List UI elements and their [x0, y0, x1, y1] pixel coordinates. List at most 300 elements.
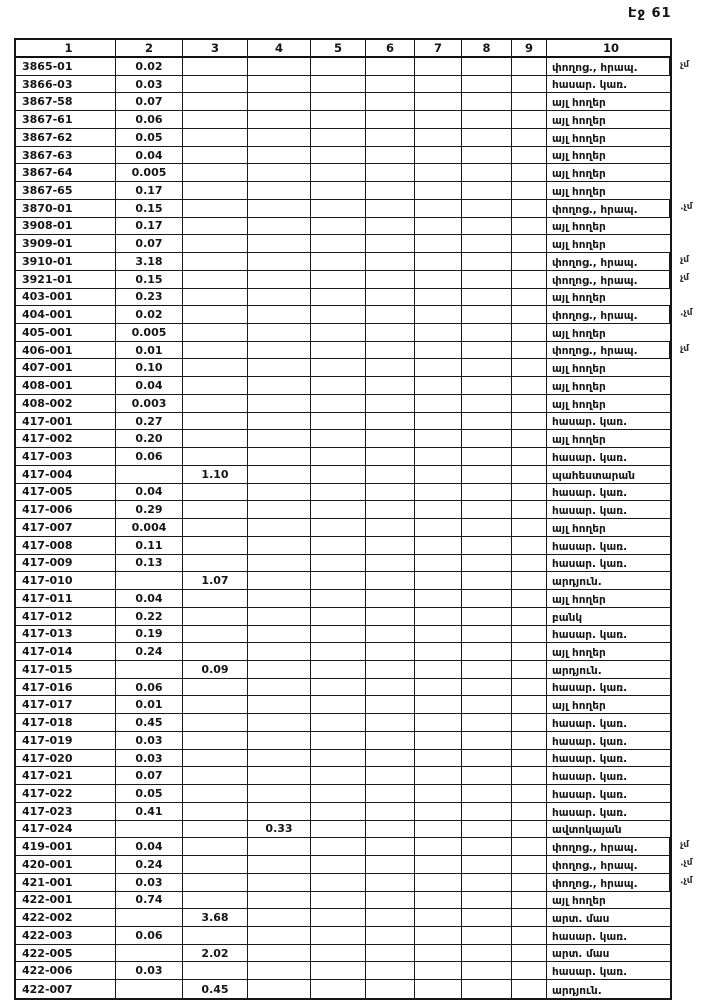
- area-value-cell: 0.41: [116, 803, 183, 821]
- area-value-cell: 0.24: [116, 856, 183, 874]
- col6-cell: [366, 395, 415, 413]
- table-row: [16, 696, 670, 714]
- land-use-cell: արդյուն.: [552, 984, 602, 997]
- col8-cell: [462, 430, 512, 448]
- row-id-cell: 3867-61: [16, 111, 116, 129]
- col4-value-cell: [248, 377, 311, 395]
- col7-cell: [415, 714, 462, 732]
- col3-value-cell: [183, 76, 248, 94]
- col4-value-cell: [248, 962, 311, 980]
- table-row: [16, 679, 670, 697]
- col5-cell: [311, 164, 366, 182]
- area-value-cell: 0.22: [116, 608, 183, 626]
- col5-cell: [311, 93, 366, 111]
- row-id-cell: 420-001: [16, 856, 116, 874]
- row-id-cell: 3921-01: [16, 271, 116, 289]
- col8-cell: [462, 519, 512, 537]
- col6-cell: [366, 962, 415, 980]
- land-use-cell: հասար. կառ.: [547, 750, 670, 768]
- col6-cell: [366, 58, 415, 76]
- col5-cell: [311, 679, 366, 697]
- col5-cell: [311, 572, 366, 590]
- col6-cell: [366, 430, 415, 448]
- col5-cell: [311, 466, 366, 484]
- col3-value-cell: [183, 58, 248, 76]
- table-row: [16, 484, 670, 502]
- row-id-cell: 417-023: [16, 803, 116, 821]
- area-value-cell: 0.19: [116, 626, 183, 644]
- row-id-cell: 3867-62: [16, 129, 116, 147]
- row-id-cell: 417-017: [16, 696, 116, 714]
- area-value-cell: 0.06: [116, 111, 183, 129]
- col9-cell: [512, 838, 547, 856]
- col6-cell: [366, 555, 415, 573]
- land-use-cell: պահեստարան: [547, 466, 670, 484]
- col8-cell: [462, 750, 512, 768]
- col5-cell: [311, 696, 366, 714]
- col3-value-cell: 3.68: [183, 909, 248, 927]
- handwritten-margin-note: չմ: [679, 840, 690, 851]
- col9-cell: [512, 679, 547, 697]
- col5-cell: [311, 555, 366, 573]
- col9-cell: [512, 821, 547, 839]
- col7-cell: [415, 767, 462, 785]
- col5-cell: [311, 448, 366, 466]
- table-row: [16, 962, 670, 980]
- col7-cell: [415, 892, 462, 910]
- col5-cell: [311, 519, 366, 537]
- col4-value-cell: [248, 200, 311, 218]
- col8-cell: [462, 945, 512, 963]
- col3-value-cell: [183, 714, 248, 732]
- col6-cell: [366, 519, 415, 537]
- col6-cell: [366, 732, 415, 750]
- col8-cell: [462, 785, 512, 803]
- col8-cell: [462, 395, 512, 413]
- col7-cell: [415, 572, 462, 590]
- row-id-cell: 408-001: [16, 377, 116, 395]
- col8-cell: [462, 501, 512, 519]
- row-id-cell: 417-021: [16, 767, 116, 785]
- area-value-cell: 0.04: [116, 377, 183, 395]
- col6-cell: [366, 750, 415, 768]
- land-use-cell: փողոց., հրապ.: [547, 200, 670, 218]
- table-row: [16, 235, 670, 253]
- col7-cell: [415, 927, 462, 945]
- area-value-cell: [116, 980, 183, 998]
- col5-cell: [311, 111, 366, 129]
- col8-cell: [462, 590, 512, 608]
- col4-value-cell: [248, 661, 311, 679]
- col3-value-cell: [183, 626, 248, 644]
- col6-cell: [366, 289, 415, 307]
- table-row: [16, 927, 670, 945]
- table-row: [16, 129, 670, 147]
- row-id-cell: 417-011: [16, 590, 116, 608]
- table-row: [16, 182, 670, 200]
- col4-value-cell: [248, 945, 311, 963]
- area-value-cell: [116, 909, 183, 927]
- land-use-cell: հասար. կառ.: [547, 679, 670, 697]
- row-id-cell: 417-002: [16, 430, 116, 448]
- col5-cell: [311, 253, 366, 271]
- col9-cell: [512, 235, 547, 253]
- col8-cell: [462, 803, 512, 821]
- row-id-cell: 417-020: [16, 750, 116, 768]
- col9-cell: [512, 377, 547, 395]
- col8-cell: [462, 377, 512, 395]
- col8-cell: [462, 555, 512, 573]
- col8-cell: [462, 732, 512, 750]
- col6-cell: [366, 164, 415, 182]
- col6-cell: [366, 945, 415, 963]
- col3-value-cell: [183, 821, 248, 839]
- col3-value-cell: [183, 856, 248, 874]
- col3-value-cell: [183, 555, 248, 573]
- col6-cell: [366, 218, 415, 236]
- land-use-cell: այլ հողեր: [547, 359, 670, 377]
- table-row: [16, 93, 670, 111]
- col6-cell: [366, 200, 415, 218]
- row-id-cell: 408-002: [16, 395, 116, 413]
- col3-value-cell: 2.02: [183, 945, 248, 963]
- col5-cell: [311, 200, 366, 218]
- col8-cell: [462, 661, 512, 679]
- col6-cell: [366, 821, 415, 839]
- col6-cell: [366, 980, 415, 998]
- land-use-cell: հասար. կառ.: [547, 962, 670, 980]
- land-use-cell: այլ հողեր: [547, 590, 670, 608]
- col8-cell: [462, 874, 512, 892]
- area-value-cell: 0.20: [116, 430, 183, 448]
- col5-cell: [311, 537, 366, 555]
- col9-cell: [512, 359, 547, 377]
- col4-value-cell: [248, 448, 311, 466]
- col4-value-cell: [248, 892, 311, 910]
- col4-value-cell: [248, 874, 311, 892]
- land-use-cell: հասար. կառ.: [547, 555, 670, 573]
- col5-cell: [311, 714, 366, 732]
- col8-cell: [462, 484, 512, 502]
- col4-value-cell: [248, 466, 311, 484]
- table-row: [16, 626, 670, 644]
- area-value-cell: [116, 572, 183, 590]
- col4-value-cell: [248, 679, 311, 697]
- col8-cell: [462, 324, 512, 342]
- area-value-cell: 0.17: [116, 182, 183, 200]
- col3-value-cell: [183, 838, 248, 856]
- col7-cell: [415, 696, 462, 714]
- col6-cell: [366, 182, 415, 200]
- land-use-cell: բանկ: [547, 608, 670, 626]
- col7-cell: [415, 289, 462, 307]
- col8-cell: [462, 696, 512, 714]
- table-row: [16, 767, 670, 785]
- col7-cell: [415, 750, 462, 768]
- col9-cell: [512, 856, 547, 874]
- land-use-cell: արտ. մաս: [547, 945, 670, 963]
- col9-cell: [512, 732, 547, 750]
- col6-cell: [366, 856, 415, 874]
- col4-value-cell: [248, 555, 311, 573]
- row-id-cell: 417-019: [16, 732, 116, 750]
- col4-value-cell: [248, 980, 311, 998]
- row-id-cell: 417-003: [16, 448, 116, 466]
- col9-cell: [512, 253, 547, 271]
- table-row: [16, 306, 693, 324]
- land-use-cell: արդյուն.: [547, 661, 670, 679]
- cadastral-table: [14, 38, 693, 1000]
- col4-value-cell: [248, 359, 311, 377]
- col8-cell: [462, 306, 512, 324]
- table-row: [16, 76, 670, 94]
- col3-value-cell: [183, 324, 248, 342]
- land-use-cell: հասար. կառ.: [547, 413, 670, 431]
- table-row: [16, 732, 670, 750]
- area-value-cell: 0.03: [116, 962, 183, 980]
- col8-cell: [462, 626, 512, 644]
- col7-cell: [415, 590, 462, 608]
- col6-cell: [366, 874, 415, 892]
- col9-cell: [512, 696, 547, 714]
- col3-value-cell: [183, 519, 248, 537]
- col3-value-cell: [183, 147, 248, 165]
- col7-cell: [415, 359, 462, 377]
- col3-value-cell: [183, 200, 248, 218]
- col6-cell: [366, 679, 415, 697]
- col6-cell: [366, 643, 415, 661]
- row-id-cell: 417-005: [16, 484, 116, 502]
- col5-cell: [311, 235, 366, 253]
- col3-value-cell: [183, 750, 248, 768]
- col8-cell: [462, 218, 512, 236]
- col8-cell: [462, 448, 512, 466]
- col5-cell: [311, 874, 366, 892]
- col4-value-cell: [248, 590, 311, 608]
- col4-value-cell: [248, 164, 311, 182]
- handwritten-margin-note: .չմ: [679, 875, 693, 887]
- col8-cell: [462, 962, 512, 980]
- col5-cell: [311, 430, 366, 448]
- table-row: [16, 164, 670, 182]
- land-use-cell: փողոց., հրապ.: [547, 271, 670, 289]
- row-id-cell: 406-001: [16, 342, 116, 360]
- col9-cell: [512, 572, 547, 590]
- col9-cell: [512, 448, 547, 466]
- land-use-cell: հասար. կառ.: [547, 626, 670, 644]
- col5-cell: [311, 413, 366, 431]
- table-row: [16, 448, 670, 466]
- col5-cell: [311, 608, 366, 626]
- table-row: [16, 980, 670, 998]
- col8-cell: [462, 289, 512, 307]
- col7-cell: [415, 93, 462, 111]
- column-header-4: 4: [248, 40, 311, 58]
- col3-value-cell: [183, 484, 248, 502]
- col9-cell: [512, 555, 547, 573]
- row-id-cell: 417-010: [16, 572, 116, 590]
- col5-cell: [311, 484, 366, 502]
- col4-value-cell: [248, 129, 311, 147]
- col3-value-cell: [183, 271, 248, 289]
- land-use-cell: հասար. կառ.: [547, 803, 670, 821]
- col7-cell: [415, 803, 462, 821]
- land-use-cell: հասար. կառ.: [547, 767, 670, 785]
- col9-cell: [512, 537, 547, 555]
- col7-cell: [415, 962, 462, 980]
- col4-value-cell: [248, 235, 311, 253]
- column-header-7: 7: [415, 40, 462, 58]
- land-use-cell: այլ հողեր: [547, 377, 670, 395]
- col3-value-cell: [183, 289, 248, 307]
- col9-cell: [512, 342, 547, 360]
- col5-cell: [311, 218, 366, 236]
- col5-cell: [311, 661, 366, 679]
- col5-cell: [311, 856, 366, 874]
- area-value-cell: 0.13: [116, 555, 183, 573]
- col6-cell: [366, 129, 415, 147]
- table-row: [16, 909, 670, 927]
- row-id-cell: 422-006: [16, 962, 116, 980]
- row-id-cell: 3867-58: [16, 93, 116, 111]
- col6-cell: [366, 466, 415, 484]
- col7-cell: [415, 58, 462, 76]
- col3-value-cell: [183, 235, 248, 253]
- col5-cell: [311, 590, 366, 608]
- col9-cell: [512, 466, 547, 484]
- col9-cell: [512, 643, 547, 661]
- table-row: [16, 501, 670, 519]
- col7-cell: [415, 395, 462, 413]
- col5-cell: [311, 342, 366, 360]
- col9-cell: [512, 200, 547, 218]
- col8-cell: [462, 235, 512, 253]
- col6-cell: [366, 696, 415, 714]
- col9-cell: [512, 501, 547, 519]
- col5-cell: [311, 750, 366, 768]
- col5-cell: [311, 76, 366, 94]
- land-use-cell: ավտոկայան: [547, 821, 670, 839]
- col8-cell: [462, 821, 512, 839]
- col8-cell: [462, 466, 512, 484]
- col4-value-cell: [248, 714, 311, 732]
- col6-cell: [366, 359, 415, 377]
- row-id-cell: 405-001: [16, 324, 116, 342]
- col4-value-cell: [248, 785, 311, 803]
- row-id-cell: 417-004: [16, 466, 116, 484]
- land-use-cell: այլ հողեր: [547, 430, 670, 448]
- col8-cell: [462, 413, 512, 431]
- row-id-cell: 417-016: [16, 679, 116, 697]
- column-header-5: 5: [311, 40, 366, 58]
- table-grid: [14, 38, 693, 1000]
- col3-value-cell: [183, 377, 248, 395]
- col7-cell: [415, 466, 462, 484]
- col5-cell: [311, 892, 366, 910]
- row-id-cell: 417-001: [16, 413, 116, 431]
- area-value-cell: 0.03: [116, 750, 183, 768]
- col5-cell: [311, 359, 366, 377]
- row-id-cell: 407-001: [16, 359, 116, 377]
- col7-cell: [415, 271, 462, 289]
- land-use-cell: այլ հողեր: [547, 892, 670, 910]
- col9-cell: [512, 874, 547, 892]
- land-use-cell: փողոց., հրապ.: [547, 58, 670, 76]
- col7-cell: [415, 519, 462, 537]
- col9-cell: [512, 927, 547, 945]
- col3-value-cell: 0.09: [183, 661, 248, 679]
- col3-value-cell: [183, 306, 248, 324]
- land-use-cell: այլ հողեր: [547, 218, 670, 236]
- col4-value-cell: [248, 803, 311, 821]
- col9-cell: [512, 590, 547, 608]
- col5-cell: [311, 927, 366, 945]
- table-row: [16, 572, 670, 590]
- table-row: [16, 838, 690, 856]
- col8-cell: [462, 927, 512, 945]
- col7-cell: [415, 608, 462, 626]
- col3-value-cell: [183, 962, 248, 980]
- area-value-cell: [116, 821, 183, 839]
- col5-cell: [311, 147, 366, 165]
- row-id-cell: 417-012: [16, 608, 116, 626]
- col3-value-cell: [183, 679, 248, 697]
- col3-value-cell: [183, 927, 248, 945]
- col8-cell: [462, 93, 512, 111]
- col6-cell: [366, 838, 415, 856]
- land-use-cell: հասար. կառ.: [547, 448, 670, 466]
- table-row: [16, 608, 670, 626]
- table-row: [16, 377, 670, 395]
- col7-cell: [415, 111, 462, 129]
- col9-cell: [512, 76, 547, 94]
- land-use-cell: այլ հողեր: [547, 696, 670, 714]
- col7-cell: [415, 643, 462, 661]
- col3-value-cell: [183, 696, 248, 714]
- col6-cell: [366, 306, 415, 324]
- col6-cell: [366, 111, 415, 129]
- col3-value-cell: [183, 501, 248, 519]
- col5-cell: [311, 129, 366, 147]
- land-use-cell: հասար. կառ.: [547, 76, 670, 94]
- area-value-cell: 0.02: [116, 58, 183, 76]
- col9-cell: [512, 395, 547, 413]
- col4-value-cell: [248, 111, 311, 129]
- col4-value-cell: [248, 324, 311, 342]
- row-id-cell: 422-003: [16, 927, 116, 945]
- col9-cell: [512, 945, 547, 963]
- row-id-cell: 419-001: [16, 838, 116, 856]
- land-use-cell: այլ հողեր: [547, 324, 670, 342]
- area-value-cell: 0.74: [116, 892, 183, 910]
- area-value-cell: [116, 945, 183, 963]
- col6-cell: [366, 448, 415, 466]
- area-value-cell: 0.06: [116, 448, 183, 466]
- col7-cell: [415, 129, 462, 147]
- col4-value-cell: [248, 501, 311, 519]
- col4-value-cell: [248, 342, 311, 360]
- col4-value-cell: [248, 289, 311, 307]
- area-value-cell: 0.06: [116, 927, 183, 945]
- table-row: [16, 714, 670, 732]
- table-row: [16, 945, 670, 963]
- col8-cell: [462, 679, 512, 697]
- col7-cell: [415, 164, 462, 182]
- handwritten-margin-note: չմ: [679, 59, 690, 71]
- land-use-cell: հասար. կառ.: [547, 927, 670, 945]
- land-use-cell: հասար. կառ.: [547, 714, 670, 732]
- col9-cell: [512, 129, 547, 147]
